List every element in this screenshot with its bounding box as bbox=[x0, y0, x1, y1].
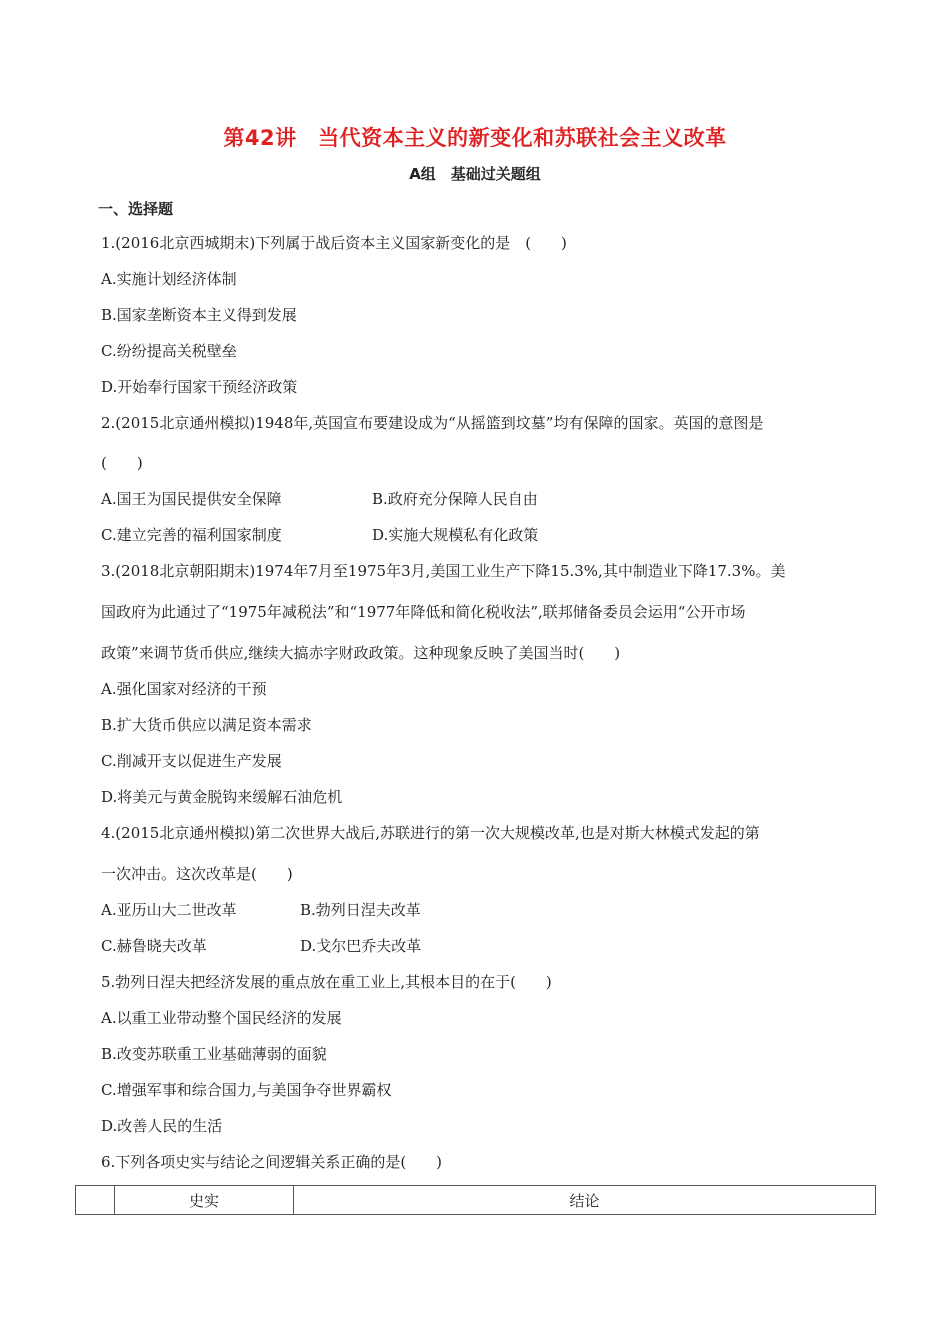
q4-option-b: B.勃列日涅夫改革 bbox=[300, 901, 421, 919]
q4-option-c: C.赫鲁晓夫改革 bbox=[101, 937, 207, 955]
q6-stem: 6.下列各项史实与结论之间逻辑关系正确的是( ) bbox=[101, 1153, 443, 1171]
q4-option-a: A.亚历山大二世改革 bbox=[101, 901, 237, 919]
lesson-title: 第42讲 当代资本主义的新变化和苏联社会主义改革 bbox=[223, 126, 727, 150]
q5-option-d: D.改善人民的生活 bbox=[101, 1117, 223, 1135]
table-header-conclusion: 结论 bbox=[294, 1186, 876, 1215]
q2-option-c: C.建立完善的福利国家制度 bbox=[101, 526, 282, 544]
q3-option-d: D.将美元与黄金脱钩来缓解石油危机 bbox=[101, 788, 343, 806]
q1-option-d: D.开始奉行国家干预经济政策 bbox=[101, 378, 298, 396]
q2-option-a: A.国王为国民提供安全保障 bbox=[101, 490, 282, 508]
q5-option-b: B.改变苏联重工业基础薄弱的面貌 bbox=[101, 1045, 327, 1063]
table-header-blank bbox=[76, 1186, 115, 1215]
q3-stem-line3: 政策”来调节货币供应,继续大搞赤字财政政策。这种现象反映了美国当时( ) bbox=[101, 644, 621, 662]
q4-option-d: D.戈尔巴乔夫改革 bbox=[300, 937, 422, 955]
q4-stem-line2: 一次冲击。这次改革是( ) bbox=[101, 865, 293, 883]
q3-option-b: B.扩大货币供应以满足资本需求 bbox=[101, 716, 312, 734]
q2-stem-line2: ( ) bbox=[101, 454, 143, 472]
q1-option-c: C.纷纷提高关税壁垒 bbox=[101, 342, 237, 360]
q3-option-c: C.削减开支以促进生产发展 bbox=[101, 752, 282, 770]
q2-stem-line1: 2.(2015北京通州模拟)1948年,英国宣布要建设成为“从摇篮到坟墓”均有保障的国家。英国的意图是 bbox=[101, 414, 764, 432]
q3-option-a: A.强化国家对经济的干预 bbox=[101, 680, 267, 698]
q5-option-c: C.增强军事和综合国力,与美国争夺世界霸权 bbox=[101, 1081, 392, 1099]
q5-stem: 5.勃列日涅夫把经济发展的重点放在重工业上,其根本目的在于( ) bbox=[101, 973, 552, 991]
group-heading: A组 基础过关题组 bbox=[409, 165, 541, 183]
q2-option-b: B.政府充分保障人民自由 bbox=[372, 490, 538, 508]
q3-stem-line2: 国政府为此通过了“1975年减税法”和“1977年降低和简化税收法”,联邦储备委员会运用“公开市场 bbox=[101, 603, 746, 621]
section-heading: 一、选择题 bbox=[98, 200, 174, 218]
q1-option-a: A.实施计划经济体制 bbox=[101, 270, 237, 288]
q3-stem-line1: 3.(2018北京朝阳期末)1974年7月至1975年3月,美国工业生产下降15.3%,其中制造业下降17.3%。美 bbox=[101, 562, 786, 580]
table-header-fact: 史实 bbox=[115, 1186, 294, 1215]
q5-option-a: A.以重工业带动整个国民经济的发展 bbox=[101, 1009, 342, 1027]
q4-stem-line1: 4.(2015北京通州模拟)第二次世界大战后,苏联进行的第一次大规模改革,也是对斯大林模式发起的第 bbox=[101, 824, 760, 842]
q6-table bbox=[75, 1185, 876, 1215]
q1-stem: 1.(2016北京西城期末)下列属于战后资本主义国家新变化的是 ( ) bbox=[101, 234, 567, 252]
q1-option-b: B.国家垄断资本主义得到发展 bbox=[101, 306, 297, 324]
q2-option-d: D.实施大规模私有化政策 bbox=[372, 526, 539, 544]
table-header-row bbox=[76, 1186, 876, 1215]
